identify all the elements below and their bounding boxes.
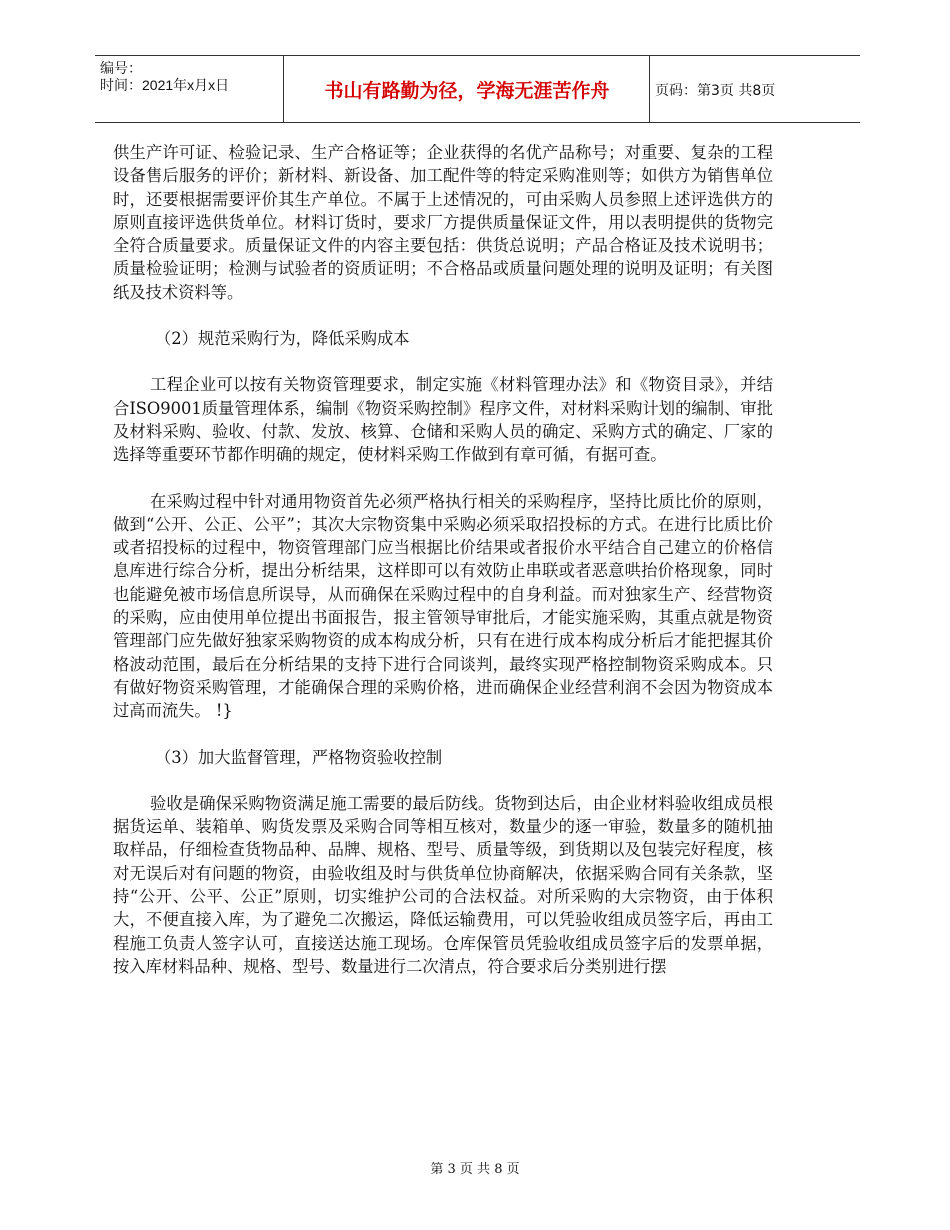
paragraph-supplier-docs: 供生产许可证、检验记录、生产合格证等；企业获得的名优产品称号；对重要、复杂的工程设备售后服务的评价；新材料、新设备、加工配件等的特定采购准则等；如供方为销售单位时，还要根据需要评价其生产单位。不属于上述情况的，可由采购人员参照上述评选供方的原则直接评选供货单位。材料订货时，要求厂方提供质量保证文件，用以表明提供的货物完全符合质量要求。质量保证文件的内容主要包括：供货总说明；产品合格证及技术说明书；质量检验证明；检测与试验者的资质证明；不合格品或质量问题处理的说明及证明；有关图纸及技术资料等。: [113, 143, 773, 302]
header-motto: 书山有路勤为径，学海无涯苦作舟: [324, 80, 610, 102]
header-page-info: 页码：第3页 共8页: [655, 83, 776, 99]
header-divider-left: [283, 56, 284, 122]
header-divider-right: [649, 56, 650, 122]
document-time-label: 时间：2021年x月x日: [100, 77, 230, 93]
header-meta: [100, 60, 280, 94]
paragraph-procurement-rules: 工程企业可以按有关物资管理要求，制定实施《材料管理办法》和《物资目录》，并结合ISO9001质量管理体系，编制《物资采购控制》程序文件，对材料采购计划的编制、审批及材料采购、验收、付款、发放、核算、仓储和采购人员的确定、采购方式的确定、厂家的选择等重要环节都作明确的规定，使材料采购工作做到有章可循，有据可查。: [113, 375, 773, 465]
section-heading-3: （3）加大监督管理，严格物资验收控制: [155, 747, 443, 767]
paragraph-procurement-process: 在采购过程中针对通用物资首先必须严格执行相关的采购程序，坚持比质比价的原则，做到“公开、公正、公平”；其次大宗物资集中采购必须采取招投标的方式。在进行比质比价或者招投标的过程中，物资管理部门应当根据比价结果或者报价水平结合自己建立的价格信息库进行综合分析，提出分析结果，这样即可以有效防止串联或者恶意哄抬价格现象，同时也能避免被市场信息所误导，从而确保在采购过程中的自身利益。而对独家生产、经营物资的采购，应由使用单位提出书面报告，报主管领导审批后，才能实施采购，其重点就是物资管理部门应先做好独家采购物资的成本构成分析，只有在进行成本构成分析后才能把握其价格波动范围，最后在分析结果的支持下进行合同谈判，最终实现严格控制物资采购成本。只有做好物资采购管理，才能确保合理的采购价格，进而确保企业经营利润不会因为物资成本过高而流失。 !}: [113, 491, 773, 721]
paragraph-acceptance-control: 验收是确保采购物资满足施工需要的最后防线。货物到达后，由企业材料验收组成员根据货运单、装箱单、购货发票及采购合同等相互核对，数量少的逐一审验，数量多的随机抽取样品，仔细检查货物品种、品牌、规格、型号、质量等级，到货期以及包装完好程度，核对无误后对有问题的物资，由验收组及时与供货单位协商解决，依据采购合同有关条款，坚持“公开、公平、公正”原则，切实维护公司的合法权益。对所采购的大宗物资，由于体积大，不便直接入库，为了避免二次搬运，降低运输费用，可以凭验收组成员签字后，再由工程施工负责人签字认可，直接送达施工现场。仓库保管员凭验收组成员签字后的发票单据，按入库材料品种、规格、型号、数量进行二次清点，符合要求后分类别进行摆: [113, 793, 773, 976]
section-heading-2: （2）规范采购行为，降低采购成本: [155, 329, 410, 349]
page-header: [95, 55, 860, 123]
document-body: [113, 141, 773, 978]
document-number-label: 编号：: [100, 60, 142, 76]
page-footer: 第 3 页 共 8 页: [430, 1162, 520, 1177]
